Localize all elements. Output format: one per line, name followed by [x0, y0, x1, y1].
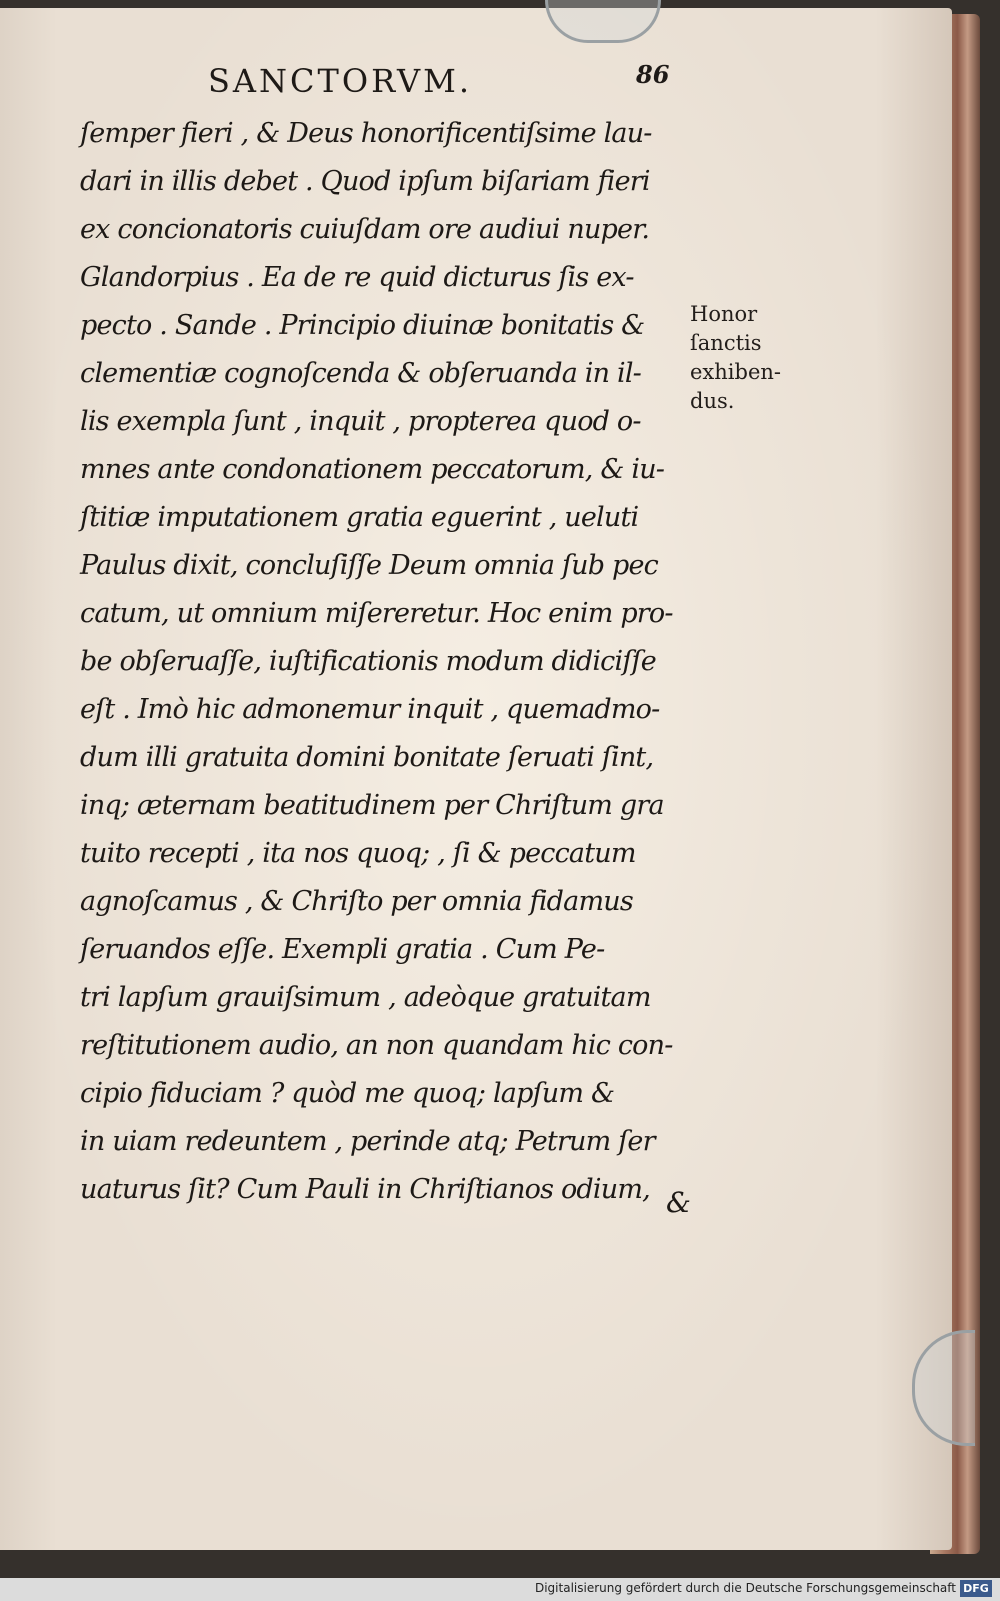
page-number: 86 — [636, 60, 670, 89]
text-line: ſemper fieri , & Deus honorificentiſsime lau- — [80, 118, 652, 149]
body-text — [80, 110, 700, 1214]
running-head: SANCTORVM. — [208, 62, 473, 100]
text-line: ſtitiæ imputationem gratia eguerint , ueluti — [80, 502, 639, 533]
text-line: eſt . Imò hic admonemur inquit , quemadmo- — [80, 694, 660, 725]
text-line: inq; æternam beatitudinem per Chriſtum gra — [80, 790, 664, 821]
text-line: clementiæ cognoſcenda & obſeruanda in il- — [80, 358, 641, 389]
marginal-note — [690, 300, 781, 416]
text-line: tuito recepti , ita nos quoq; , ſi & peccatum — [80, 838, 636, 869]
text-line: dari in illis debet . Quod ipſum biſariam fieri — [80, 166, 650, 197]
text-line: reſtitutionem audio, an non quandam hic con- — [80, 1030, 673, 1061]
text-line: mnes ante condonationem peccatorum, & iu- — [80, 454, 665, 485]
text-line: pecto . Sande . Principio diuinæ bonitatis & — [80, 310, 645, 341]
text-line: Paulus dixit, concluſiſſe Deum omnia ſub pec — [80, 550, 658, 581]
text-line: catum, ut omnium miſereretur. Hoc enim pro- — [80, 598, 673, 629]
text-line: agnoſcamus , & Chriſto per omnia fidamus — [80, 886, 633, 917]
text-line: dum illi gratuita domini bonitate ſeruati ſint, — [80, 742, 654, 773]
text-line: in uiam redeuntem , perinde atq; Petrum ſer — [80, 1126, 655, 1157]
dfg-logo: DFG — [960, 1580, 992, 1597]
marginal-note-line: exhiben- — [690, 360, 782, 384]
text-line: ex concionatoris cuiuſdam ore audiui nuper. — [80, 214, 650, 245]
text-line: Glandorpius . Ea de re quid dicturus ſis ex- — [80, 262, 634, 293]
catchword: & — [666, 1186, 691, 1219]
marginal-note-line: dus. — [690, 389, 735, 413]
marginal-note-line: ſanctis — [690, 331, 762, 355]
text-line: tri lapſum grauiſsimum , adeòque gratuitam — [80, 982, 651, 1013]
footer-credit: Digitalisierung gefördert durch die Deutsche Forschungsgemeinschaft — [534, 1581, 956, 1595]
text-line: lis exempla ſunt , inquit , propterea quod o- — [80, 406, 641, 437]
text-line: uaturus ſit? Cum Pauli in Chriſtianos odium, — [80, 1174, 650, 1205]
text-line: cipio fiduciam ? quòd me quoq; lapſum & — [80, 1078, 615, 1109]
text-line: be obſeruaſſe, iuſtificationis modum didiciſſe — [80, 646, 656, 677]
text-line: ſeruandos eſſe. Exempli gratia . Cum Pe- — [80, 934, 605, 965]
marginal-note-line: Honor — [690, 302, 758, 326]
